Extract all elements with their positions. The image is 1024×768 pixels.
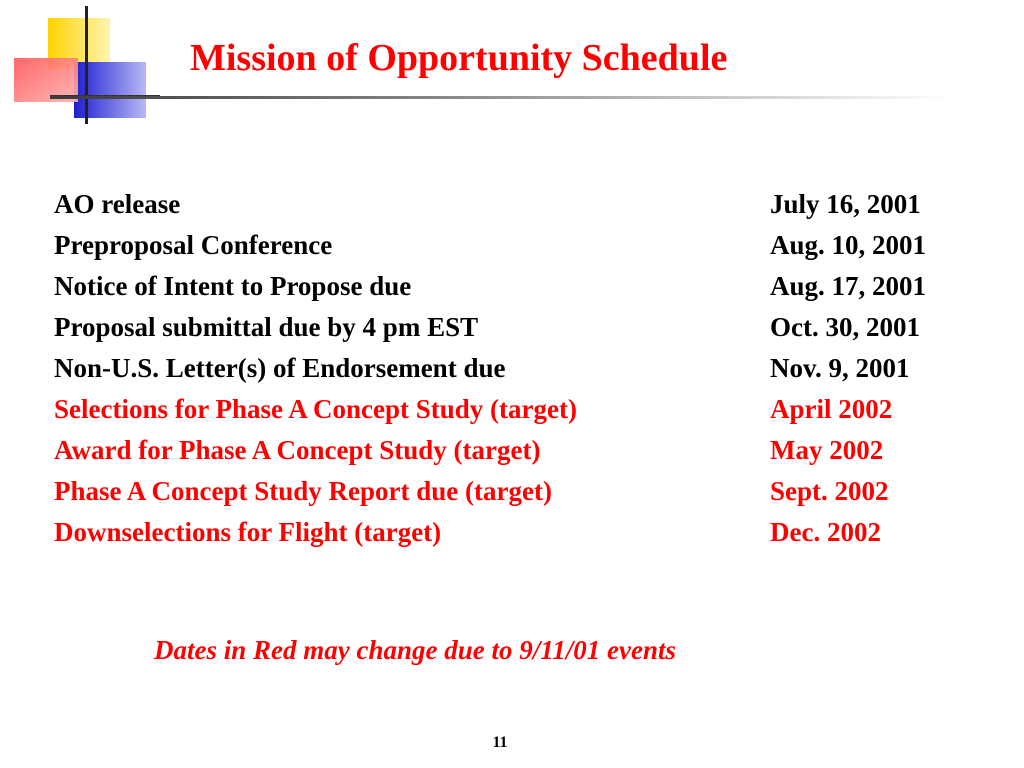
- schedule-row: [54, 184, 1014, 225]
- event-date: Dec. 2002: [770, 517, 881, 547]
- schedule-row: [54, 348, 1014, 389]
- schedule-list: [54, 184, 1014, 553]
- corner-squares-logo-icon: [0, 0, 160, 140]
- schedule-row-tentative: [54, 512, 1014, 553]
- event-date: Aug. 10, 2001: [770, 230, 927, 260]
- event-label: Award for Phase A Concept Study (target): [54, 435, 541, 465]
- footnote-red-dates: Dates in Red may change due to 9/11/01 events: [154, 635, 676, 665]
- blue-square: [74, 62, 146, 118]
- page-number: 11: [492, 734, 508, 751]
- schedule-row-tentative: [54, 471, 1014, 512]
- slide-title: Mission of Opportunity Schedule: [190, 37, 728, 79]
- event-label: Preproposal Conference: [54, 230, 333, 260]
- event-date: Nov. 9, 2001: [770, 353, 910, 383]
- schedule-row: [54, 307, 1014, 348]
- schedule-row: [54, 225, 1014, 266]
- event-label: AO release: [54, 189, 181, 219]
- event-label: Proposal submittal due by 4 pm EST: [54, 312, 479, 342]
- event-date: April 2002: [770, 394, 893, 424]
- event-date: Aug. 17, 2001: [770, 271, 927, 301]
- title-underline: [50, 96, 950, 99]
- event-date: May 2002: [770, 435, 884, 465]
- schedule-row-tentative: [54, 389, 1014, 430]
- event-label: Phase A Concept Study Report due (target): [54, 476, 552, 506]
- schedule-row: [54, 266, 1014, 307]
- event-label: Downselections for Flight (target): [54, 517, 442, 547]
- event-label: Selections for Phase A Concept Study (target): [54, 394, 577, 424]
- event-date: Sept. 2002: [770, 476, 889, 506]
- event-label: Notice of Intent to Propose due: [54, 271, 412, 301]
- deco-vertical-line: [85, 6, 88, 124]
- event-date: Oct. 30, 2001: [770, 312, 920, 342]
- event-label: Non-U.S. Letter(s) of Endorsement due: [54, 353, 506, 383]
- schedule-row-tentative: [54, 430, 1014, 471]
- event-date: July 16, 2001: [770, 189, 921, 219]
